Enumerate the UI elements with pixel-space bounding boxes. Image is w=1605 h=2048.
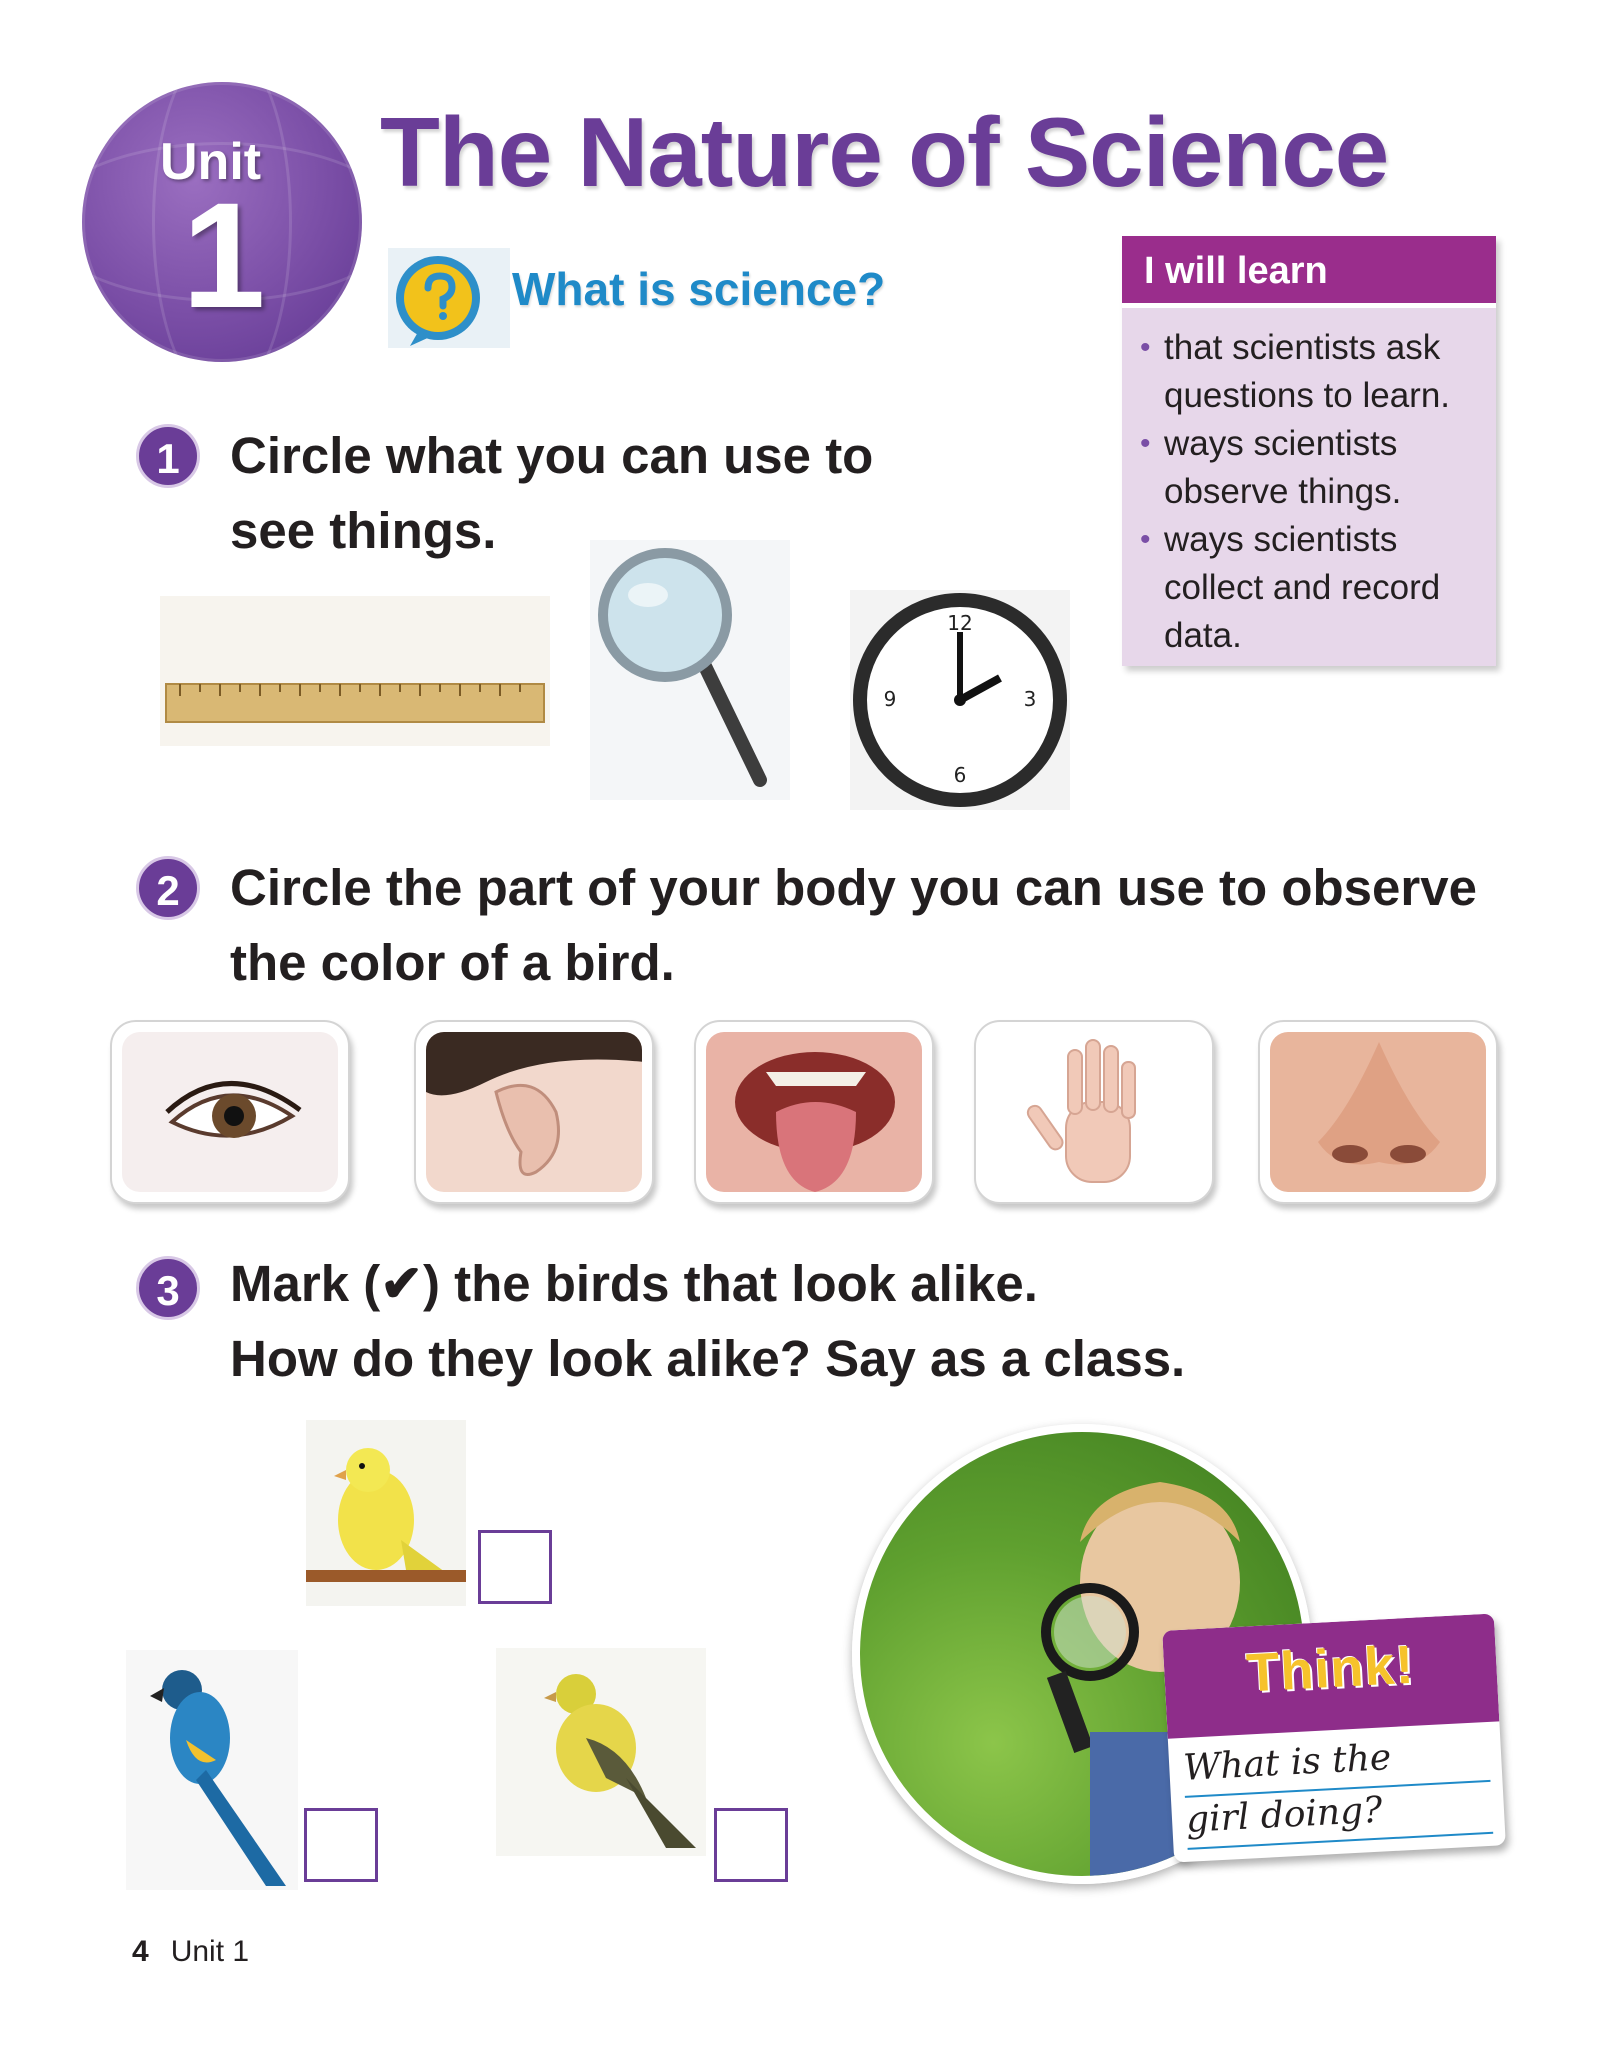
hand-card[interactable] <box>974 1020 1214 1204</box>
unit-badge <box>82 82 362 362</box>
think-question-line: girl doing? <box>1185 1784 1493 1850</box>
question-number: 1 <box>136 424 200 488</box>
yellow-bird-checkbox[interactable] <box>714 1808 788 1882</box>
unit-label: Unit <box>160 133 262 191</box>
learning-objective: • ways scientists collect and record data. <box>1140 516 1496 660</box>
unit-number: 1 <box>182 171 266 339</box>
hand-icon <box>986 1032 1202 1192</box>
learning-objective: • that scientists ask questions to learn. <box>1140 324 1496 420</box>
section-subtitle: What is science? <box>512 263 886 315</box>
think-card <box>1162 1613 1506 1862</box>
question-text: Circle the part of your body you can use to observe the color of a bird. <box>230 859 1477 991</box>
learning-objectives-box <box>1122 236 1496 666</box>
learning-objectives-heading: I will learn <box>1122 236 1496 308</box>
svg-text:3: 3 <box>1023 687 1037 711</box>
question-text: Circle what you can use to see things. <box>230 427 874 559</box>
think-question-line: What is the <box>1182 1732 1490 1798</box>
footer-unit-label: Unit 1 <box>170 1935 250 1968</box>
nose-card[interactable] <box>1258 1020 1498 1204</box>
magnifying-glass-image[interactable] <box>590 540 790 800</box>
ruler-image[interactable] <box>160 596 550 746</box>
question-number: 2 <box>136 856 200 920</box>
svg-text:12: 12 <box>947 611 973 635</box>
macaw-checkbox[interactable] <box>304 1808 378 1882</box>
page-number: 4 <box>132 1935 149 1968</box>
page-footer <box>132 1935 249 1969</box>
eye-icon <box>122 1032 338 1192</box>
clock-image[interactable] <box>850 590 1070 810</box>
mouth-card[interactable] <box>694 1020 934 1204</box>
think-heading: Think! <box>1244 1634 1416 1704</box>
mouth-icon <box>706 1032 922 1192</box>
svg-text:9: 9 <box>883 687 897 711</box>
yellow-bird-image <box>496 1648 706 1856</box>
ear-icon <box>426 1032 642 1192</box>
nose-icon <box>1270 1032 1486 1192</box>
learning-objective: • ways scientists observe things. <box>1140 420 1496 516</box>
question-bubble-icon <box>388 248 510 348</box>
ear-card[interactable] <box>414 1020 654 1204</box>
eye-card[interactable] <box>110 1020 350 1204</box>
svg-text:6: 6 <box>953 763 967 787</box>
blue-macaw-image <box>126 1650 298 1890</box>
question-text: Mark (✔) the birds that look alike. How do they look alike? Say as a class. <box>230 1255 1186 1387</box>
canary-checkbox[interactable] <box>478 1530 552 1604</box>
page-title: The Nature of Science <box>380 97 1389 207</box>
question-number: 3 <box>136 1256 200 1320</box>
yellow-canary-image <box>306 1420 466 1606</box>
